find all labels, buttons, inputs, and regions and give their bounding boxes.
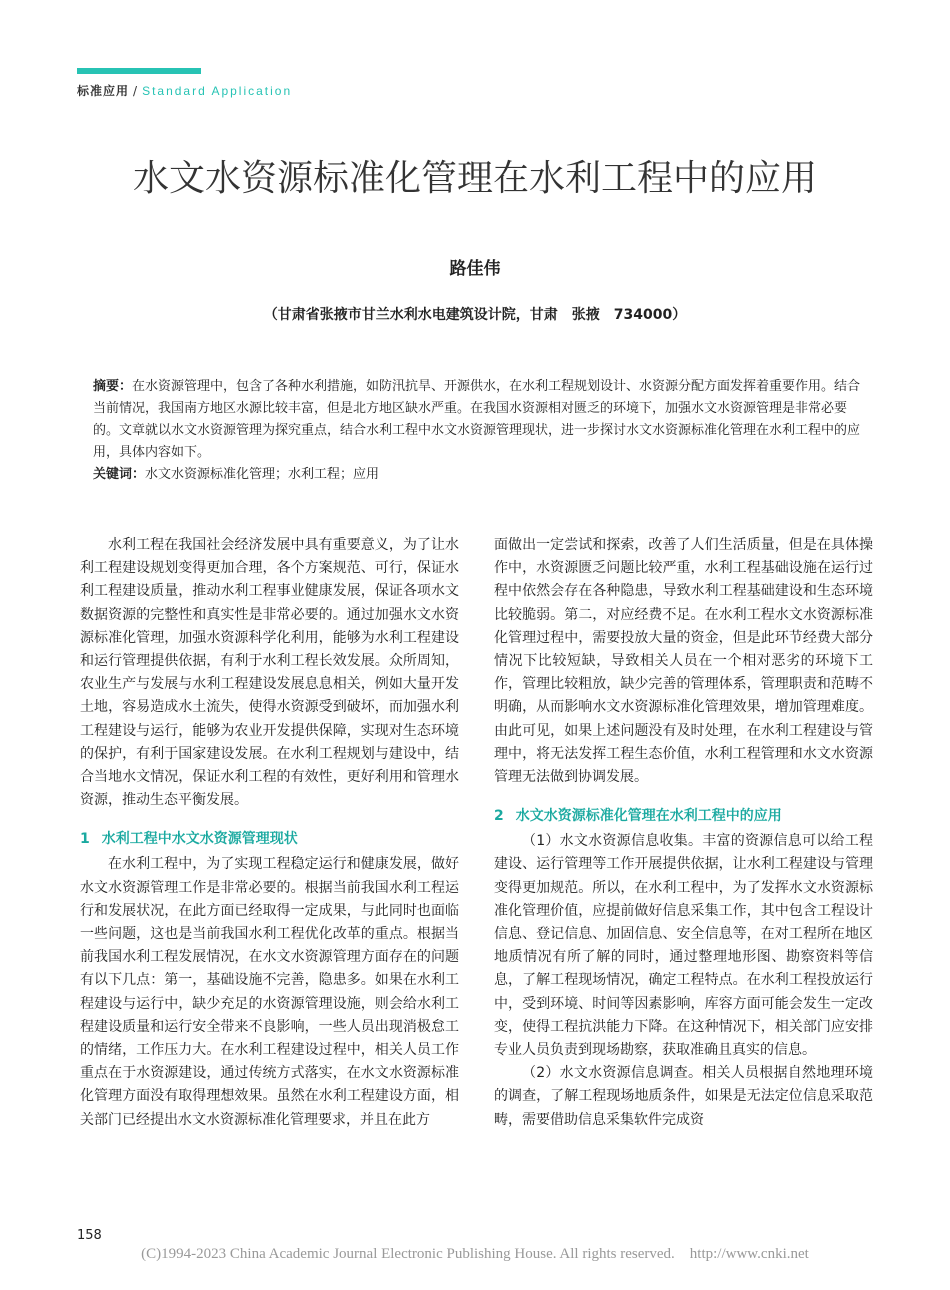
section-separator: / bbox=[133, 84, 139, 98]
author-affiliation: （甘肃省张掖市甘兰水利水电建筑设计院，甘肃 张掖 734000） bbox=[263, 307, 687, 323]
accent-bar bbox=[77, 68, 201, 74]
section-label-en: Standard Application bbox=[142, 84, 293, 98]
section-2-heading bbox=[494, 805, 873, 828]
section-2-number: 2 bbox=[494, 808, 504, 825]
keywords-text: 水文水资源标准化管理；水利工程；应用 bbox=[145, 467, 380, 482]
section-2-title: 水文水资源标准化管理在水利工程中的应用 bbox=[515, 808, 782, 825]
article-title: 水文水资源标准化管理在水利工程中的应用 bbox=[132, 158, 817, 199]
section-1-continued-paragraph: 面做出一定尝试和探索，改善了人们生活质量，但是在具体操作中，水资源匮乏问题比较严重，水利工程基础设施在运行过程中依然会存在各种隐患，导致水利工程基础建设和生态环境比较脆弱。第二，对应经费不足。在水利工程水文水资源标准化管理过程中，需要投放大量的资金，但是此环节经费大部分情况下比较短缺，导致相关人员在一个相对恶劣的环境下工作，管理比较粗放，缺少完善的管理体系，管理职责和范畴不明确，从而影响水文水资源标准化管理效果，增加管理难度。由此可见，如果上述问题没有及时处理，在水利工程建设与管理中，将无法发挥工程生态价值，水利工程管理和水文水资源管理无法做到协调发展。 bbox=[494, 537, 873, 786]
keywords bbox=[93, 464, 863, 486]
abstract-text: 在水资源管理中，包含了各种水利措施，如防汛抗旱、开源供水，在水利工程规划设计、水资源分配方面发挥着重要作用。结合当前情况，我国南方地区水源比较丰富，但是北方地区缺水严重。在我国水资源相对匮乏的环境下，加强水文水资源管理是非常必要的。文章就以水文水资源管理为探究重点，结合水利工程中水文水资源管理现状，进一步探讨水文水资源标准化管理在水利工程中的应用，具体内容如下。 bbox=[93, 379, 861, 460]
section-label-zh: 标准应用 bbox=[77, 84, 130, 98]
abstract bbox=[93, 376, 863, 464]
abstract-label: 摘要： bbox=[93, 379, 133, 394]
section-1-title: 水利工程中水文水资源管理现状 bbox=[101, 831, 298, 848]
right-column bbox=[494, 534, 873, 1132]
section-2-paragraph-1: （1）水文水资源信息收集。丰富的资源信息可以给工程建设、运行管理等工作开展提供依据，让水利工程建设与管理变得更加规范。所以，在水利工程中，为了发挥水文水资源标准化管理价值，应提前做好信息采集工作，其中包含工程设计信息、登记信息、加固信息、安全信息等，在对工程所在地区地质情况有所了解的同时，通过整理地形图、勘察资料等信息，了解工程现场情况，确定工程特点。在水利工程投放运行中，受到环境、时间等因素影响，库容方面可能会发生一定改变，使得工程抗洪能力下降。在这种情况下，相关部门应安排专业人员负责到现场勘察，获取准确且真实的信息。 bbox=[494, 833, 873, 1059]
intro-paragraph: 水利工程在我国社会经济发展中具有重要意义，为了让水利工程建设规划变得更加合理，各个方案规范、可行，保证水利工程建设质量，推动水利工程事业健康发展，保证各项水文数据资源的完整性和真实性是非常必要的。通过加强水文水资源标准化管理，加强水资源科学化利用，能够为水利工程建设和运行管理提供依据，有利于水利工程长效发展。众所周知，农业生产与发展与水利工程建设发展息息相关，例如大量开发土地，容易造成水土流失，使得水资源受到破坏，而加强水利工程建设与运行，能够为农业开发提供保障，实现对生态环境的保护，有利于国家建设发展。在水利工程规划与建设中，结合当地水文情况，保证水利工程的有效性，更好利用和管理水资源，推动生态平衡发展。 bbox=[80, 537, 459, 809]
section-1-paragraph: 在水利工程中，为了实现工程稳定运行和健康发展，做好水文水资源管理工作是非常必要的。根据当前我国水利工程运行和发展状况，在此方面已经取得一定成果，与此同时也面临一些问题，这也是当前我国水利工程优化改革的重点。根据当前我国水利工程发展情况，在水文水资源管理方面存在的问题有以下几点：第一，基础设施不完善，隐患多。如果在水利工程建设与运行中，缺少充足的水资源管理设施，则会给水利工程建设质量和运行安全带来不良影响，一些人员出现消极怠工的情绪，工作压力大。在水利工程建设过程中，相关人员工作重点在于水资源建设，通过传统方式落实，在水文水资源标准化管理方面没有取得理想效果。虽然在水利工程建设方面，相关部门已经提出水文水资源标准化管理要求，并且在此方 bbox=[80, 856, 459, 1128]
author-name: 路佳伟 bbox=[449, 259, 501, 279]
copyright-watermark: (C)1994-2023 China Academic Journal Electronic Publishing House. All rights reserved. http://www.cnki.net bbox=[141, 1246, 809, 1262]
section-label bbox=[77, 82, 292, 99]
section-2-paragraph-2: （2）水文水资源信息调查。相关人员根据自然地理环境的调查，了解工程现场地质条件，如果是无法定位信息采取范畴，需要借助信息采集软件完成资 bbox=[494, 1065, 873, 1128]
left-column bbox=[80, 534, 459, 1132]
section-1-heading bbox=[80, 828, 459, 851]
page-number: 158 bbox=[77, 1228, 102, 1243]
keywords-label: 关键词： bbox=[93, 467, 146, 482]
section-1-number: 1 bbox=[80, 831, 90, 848]
